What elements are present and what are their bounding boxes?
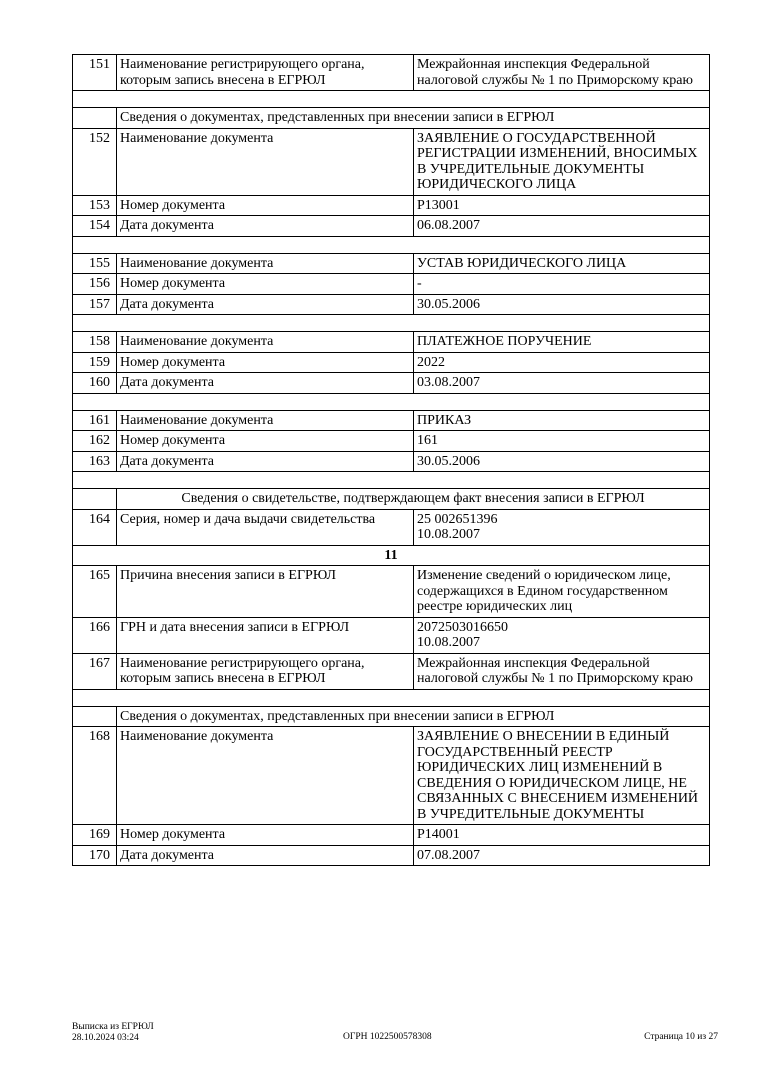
value-line: 10.08.2007 [417,635,480,650]
row-value: Р14001 [414,825,710,846]
table-row [73,566,710,618]
row-label: Дата документа [117,216,414,237]
table-row [73,410,710,431]
row-value [414,617,710,653]
row-label: Наименование регистрирующего органа, которым запись внесена в ЕГРЮЛ [117,55,414,91]
row-number: 167 [73,653,117,689]
section-header-row [73,489,710,510]
row-number: 170 [73,845,117,866]
table-row [73,431,710,452]
row-value: - [414,274,710,295]
row-value: Межрайонная инспекция Федеральной налоговой службы № 1 по Приморскому краю [414,55,710,91]
row-value [414,509,710,545]
row-value: 161 [414,431,710,452]
table-row [73,825,710,846]
footer-document-info [72,1022,154,1044]
row-label: Дата документа [117,294,414,315]
table-row [73,727,710,825]
section-header: Сведения о документах, представленных при внесении записи в ЕГРЮЛ [117,706,710,727]
row-label: Наименование документа [117,410,414,431]
row-number: 163 [73,451,117,472]
row-number: 156 [73,274,117,295]
row-number: 165 [73,566,117,618]
table-row [73,253,710,274]
row-label: ГРН и дата внесения записи в ЕГРЮЛ [117,617,414,653]
row-value: 06.08.2007 [414,216,710,237]
row-value: ЗАЯВЛЕНИЕ О ВНЕСЕНИИ В ЕДИНЫЙ ГОСУДАРСТВЕННЫЙ РЕЕСТР ЮРИДИЧЕСКИХ ЛИЦ ИЗМЕНЕНИЙ В СВЕДЕНИЯ О ЮРИДИЧЕСКОМ ЛИЦЕ, НЕ СВЯЗАННЫХ С ВНЕСЕНИЕМ ИЗМЕНЕНИЙ В УЧРЕДИТЕЛЬНЫЕ ДОКУМЕНТЫ [414,727,710,825]
table-row [73,653,710,689]
egrul-extract-table [72,54,710,866]
row-value: 03.08.2007 [414,373,710,394]
section-header: Сведения о документах, представленных при внесении записи в ЕГРЮЛ [117,108,710,129]
row-label: Наименование документа [117,332,414,353]
value-line: 10.08.2007 [417,527,480,542]
table-row [73,332,710,353]
table-row [73,617,710,653]
spacer-row [73,236,710,253]
row-label: Наименование документа [117,253,414,274]
value-line: 2072503016650 [417,619,508,635]
table-row [73,294,710,315]
row-number: 168 [73,727,117,825]
table-row [73,195,710,216]
section-header: Сведения о свидетельстве, подтверждающем факт внесения записи в ЕГРЮЛ [117,489,710,510]
record-number-row [73,545,710,566]
row-label: Серия, номер и дача выдачи свидетельства [117,509,414,545]
row-value: 07.08.2007 [414,845,710,866]
row-value: УСТАВ ЮРИДИЧЕСКОГО ЛИЦА [414,253,710,274]
value-line: 25 002651396 [417,511,498,527]
row-label: Наименование документа [117,128,414,195]
row-label: Номер документа [117,431,414,452]
row-value: Изменение сведений о юридическом лице, содержащихся в Едином государственном реестре юридических лиц [414,566,710,618]
row-number: 153 [73,195,117,216]
row-label: Номер документа [117,195,414,216]
row-value: ЗАЯВЛЕНИЕ О ГОСУДАРСТВЕННОЙ РЕГИСТРАЦИИ ИЗМЕНЕНИЙ, ВНОСИМЫХ В УЧРЕДИТЕЛЬНЫЕ ДОКУМЕНТЫ ЮРИДИЧЕСКОГО ЛИЦА [414,128,710,195]
table-row [73,128,710,195]
table-row [73,216,710,237]
footer-datetime: 28.10.2024 03:24 [72,1033,139,1043]
footer-ogrn: ОГРН 1022500578308 [343,1032,432,1042]
section-header-row [73,108,710,129]
footer-document-name: Выписка из ЕГРЮЛ [72,1022,154,1032]
row-number: 157 [73,294,117,315]
section-header-row [73,706,710,727]
table-row [73,509,710,545]
row-number: 160 [73,373,117,394]
row-label: Номер документа [117,825,414,846]
row-number: 161 [73,410,117,431]
spacer-row [73,472,710,489]
spacer-row [73,393,710,410]
table-row [73,352,710,373]
row-value: ПРИКАЗ [414,410,710,431]
row-label: Дата документа [117,845,414,866]
row-number: 159 [73,352,117,373]
row-number: 154 [73,216,117,237]
row-label: Наименование документа [117,727,414,825]
table-row [73,274,710,295]
row-number: 162 [73,431,117,452]
table-row [73,845,710,866]
row-number: 166 [73,617,117,653]
row-number: 151 [73,55,117,91]
row-number: 155 [73,253,117,274]
row-label: Дата документа [117,373,414,394]
spacer-row [73,315,710,332]
footer-page-number: Страница 10 из 27 [644,1032,718,1042]
table-row [73,451,710,472]
row-label: Причина внесения записи в ЕГРЮЛ [117,566,414,618]
row-number: 158 [73,332,117,353]
row-value: Межрайонная инспекция Федеральной налоговой службы № 1 по Приморскому краю [414,653,710,689]
row-number: 169 [73,825,117,846]
spacer-row [73,689,710,706]
row-label: Номер документа [117,352,414,373]
row-value: 30.05.2006 [414,451,710,472]
row-label: Номер документа [117,274,414,295]
row-value: 2022 [414,352,710,373]
row-value: Р13001 [414,195,710,216]
table-row [73,55,710,91]
row-number: 164 [73,509,117,545]
table-row [73,373,710,394]
spacer-row [73,91,710,108]
row-label: Наименование регистрирующего органа, которым запись внесена в ЕГРЮЛ [117,653,414,689]
row-number: 152 [73,128,117,195]
row-label: Дата документа [117,451,414,472]
row-value: ПЛАТЕЖНОЕ ПОРУЧЕНИЕ [414,332,710,353]
record-number: 11 [73,545,710,566]
row-value: 30.05.2006 [414,294,710,315]
